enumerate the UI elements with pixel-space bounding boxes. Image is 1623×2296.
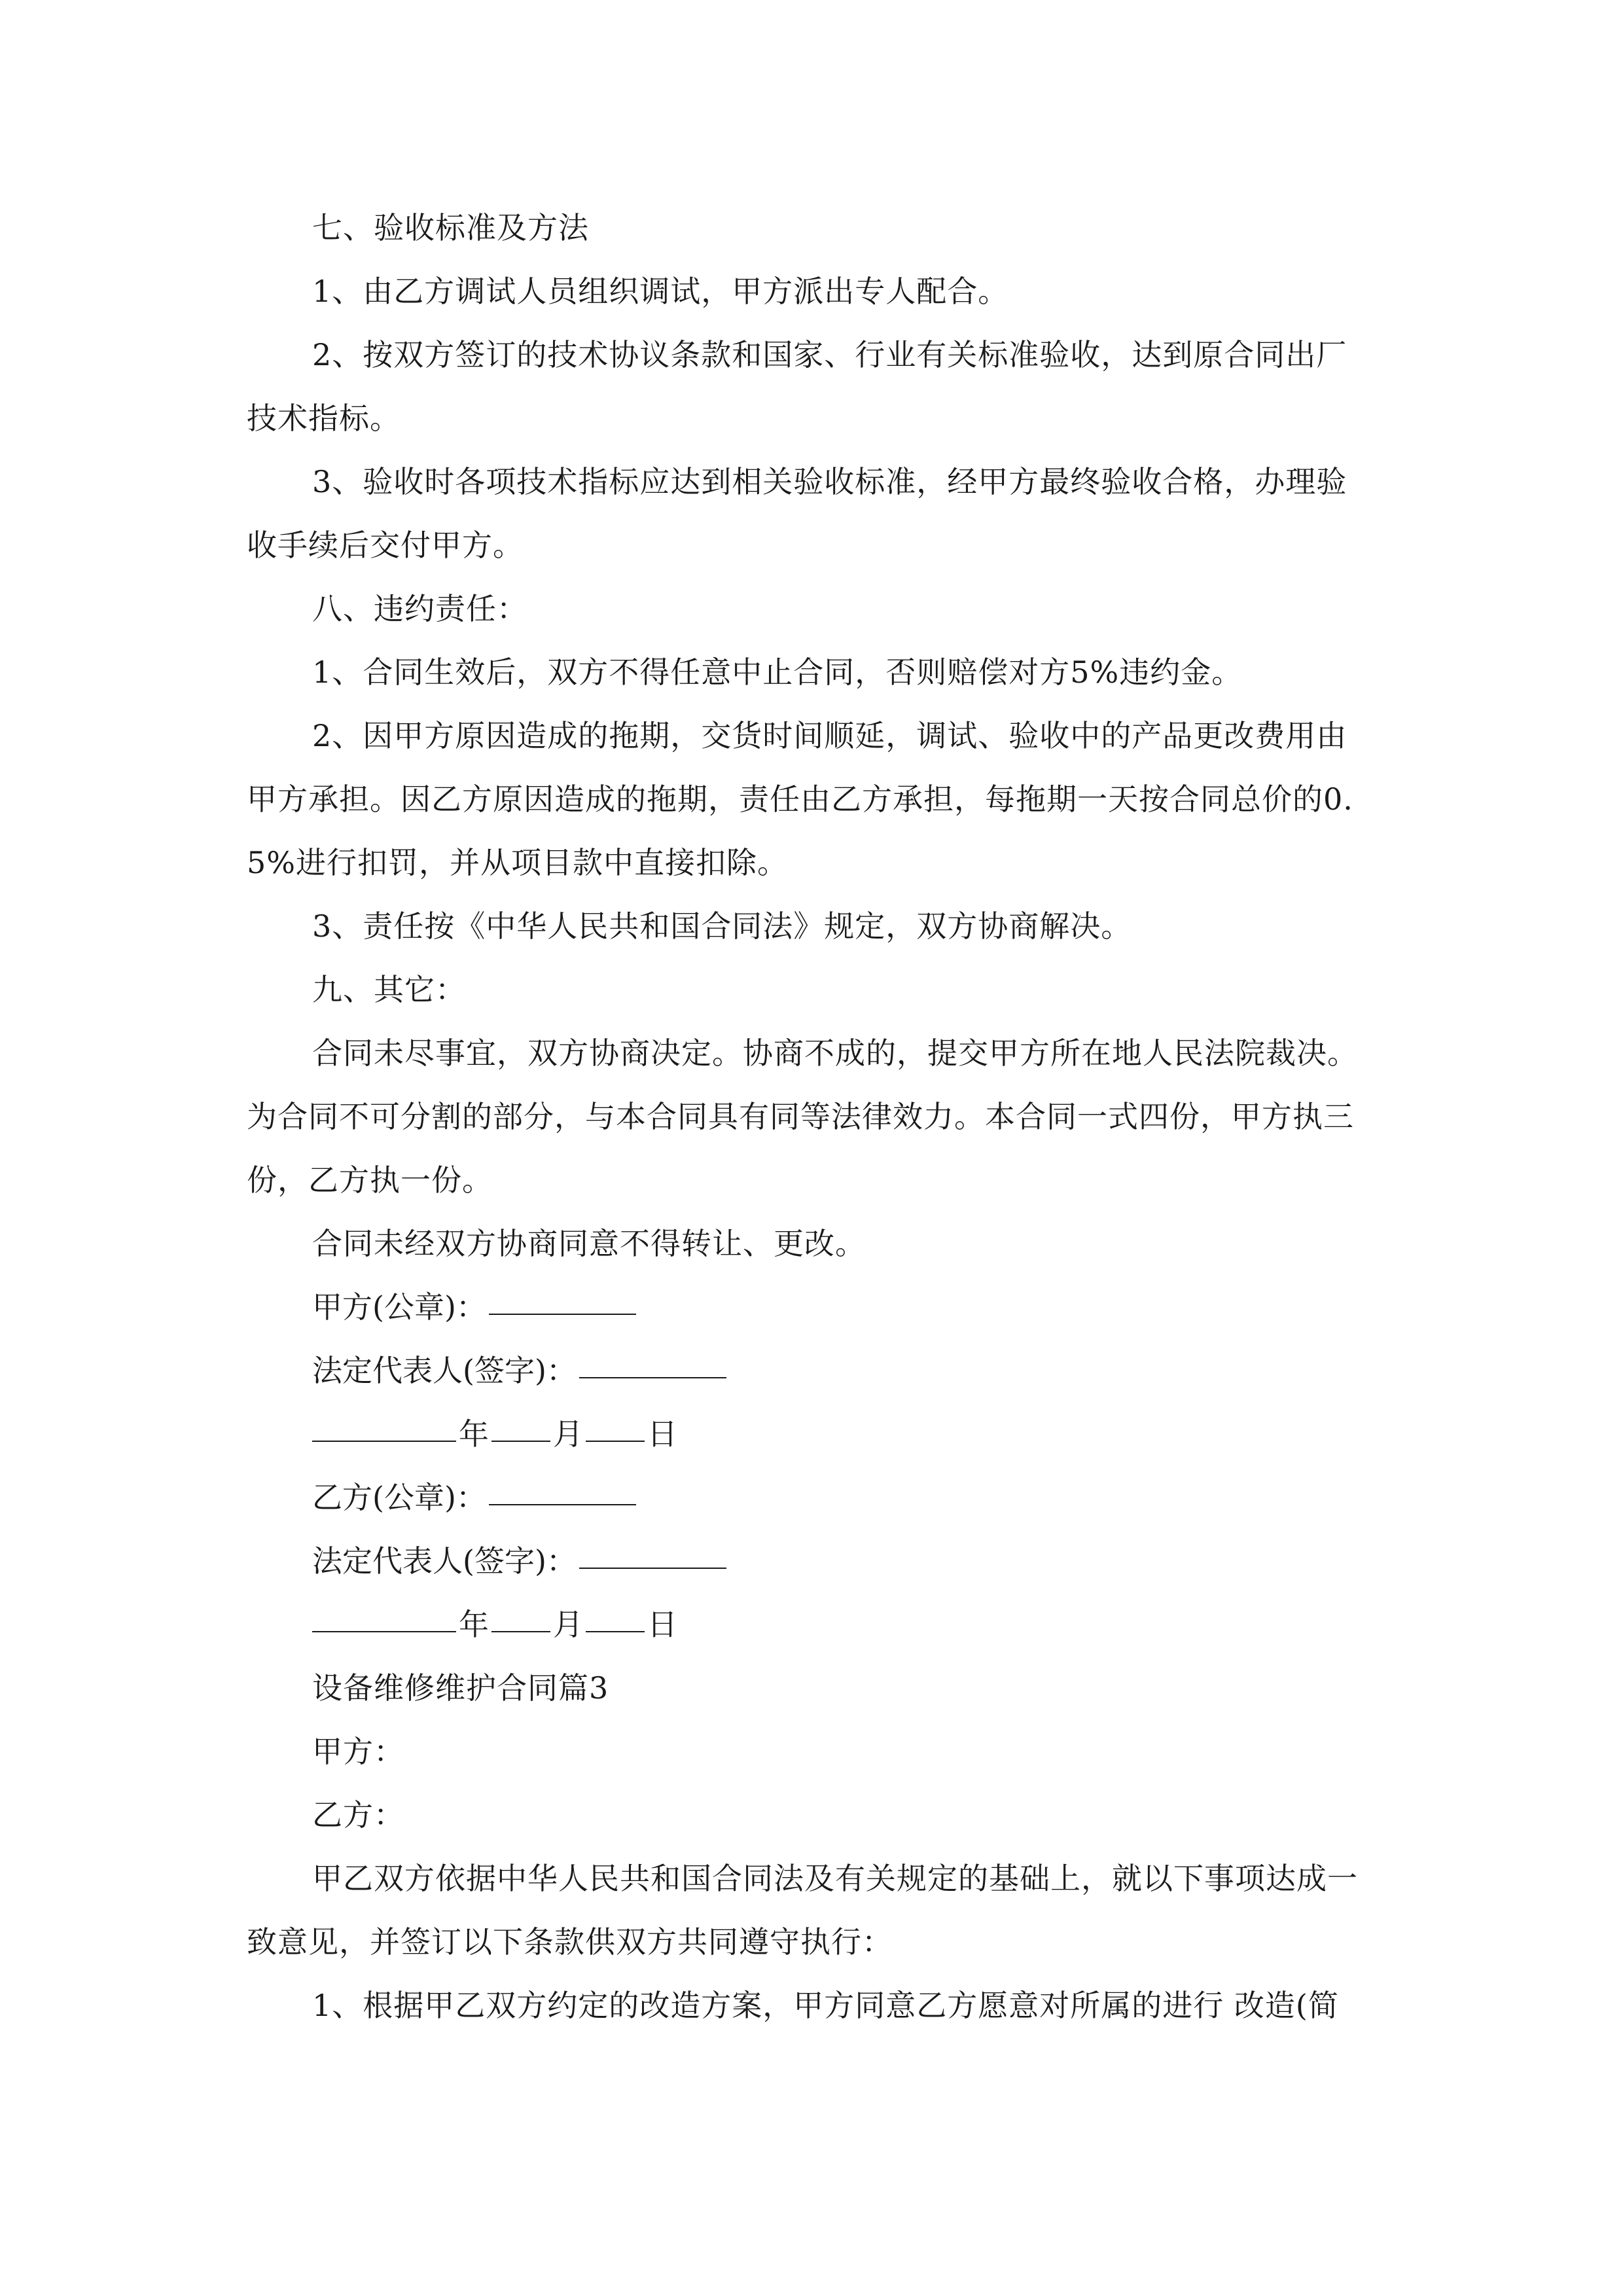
party-b-date-line <box>247 1593 1376 1657</box>
section-3-party-a: 甲方： <box>312 1734 404 1769</box>
paragraph: 1、由乙方调试人员组织调试，甲方派出专人配合。 <box>312 274 1009 309</box>
paragraph: 2、因甲方原因造成的拖期，交货时间顺延，调试、验收中的产品更改费用由甲方承担。因乙方原因造成的拖期，责任由乙方承担，每拖期一天按合同总价的0.5%进行扣罚，并从项目款中直接扣除。 <box>247 718 1353 880</box>
party-a-year-blank <box>312 1410 456 1442</box>
section-heading-liability: 八、违约责任： <box>312 591 527 626</box>
party-b-month-label: 月 <box>553 1607 583 1642</box>
paragraph: 1、合同生效后，双方不得任意中止合同，否则赔偿对方5%违约金。 <box>312 655 1243 690</box>
party-b-rep-blank <box>579 1537 726 1569</box>
party-b-day-label: 日 <box>647 1607 677 1642</box>
paragraph: 1、根据甲乙双方约定的改造方案，甲方同意乙方愿意对所属的进行 改造(简 <box>312 1988 1339 2023</box>
party-b-seal-label: 乙方(公章)： <box>312 1480 486 1515</box>
party-a-year-label: 年 <box>459 1416 489 1452</box>
section-3-title: 设备维修维护合同篇3 <box>312 1670 609 1706</box>
party-a-rep-line <box>247 1339 1376 1403</box>
section-heading-other: 九、其它： <box>312 972 466 1007</box>
party-b-year-blank <box>312 1601 456 1632</box>
party-a-month-label: 月 <box>553 1416 583 1452</box>
party-b-rep-label: 法定代表人(签字)： <box>312 1543 577 1579</box>
party-a-date-line <box>247 1403 1376 1466</box>
party-a-day-blank <box>586 1410 645 1442</box>
paragraph: 3、责任按《中华人民共和国合同法》规定，双方协商解决。 <box>312 908 1132 944</box>
party-a-seal-blank <box>489 1283 636 1315</box>
party-a-rep-label: 法定代表人(签字)： <box>312 1353 577 1388</box>
document-body <box>247 196 1376 2037</box>
party-b-year-label: 年 <box>459 1607 489 1642</box>
party-b-seal-line <box>247 1466 1376 1530</box>
party-b-rep-line <box>247 1530 1376 1593</box>
party-b-seal-blank <box>489 1474 636 1505</box>
section-heading-acceptance: 七、验收标准及方法 <box>312 210 589 245</box>
party-a-month-blank <box>491 1410 550 1442</box>
section-3-party-b: 乙方： <box>312 1797 404 1833</box>
paragraph: 合同未经双方协商同意不得转让、更改。 <box>312 1226 866 1261</box>
party-b-day-blank <box>586 1601 645 1632</box>
paragraph: 甲乙双方依据中华人民共和国合同法及有关规定的基础上，就以下事项达成一致意见，并签订以下条款供双方共同遵守执行： <box>247 1861 1358 1960</box>
party-a-rep-blank <box>579 1347 726 1378</box>
party-a-seal-line <box>247 1276 1376 1339</box>
paragraph: 3、验收时各项技术指标应达到相关验收标准，经甲方最终验收合格，办理验收手续后交付甲方。 <box>247 464 1347 563</box>
party-a-seal-label: 甲方(公章)： <box>312 1289 486 1325</box>
paragraph: 2、按双方签订的技术协议条款和国家、行业有关标准验收，达到原合同出厂技术指标。 <box>247 337 1347 436</box>
party-b-month-blank <box>491 1601 550 1632</box>
party-a-day-label: 日 <box>647 1416 677 1452</box>
paragraph: 合同未尽事宜，双方协商决定。协商不成的，提交甲方所在地人民法院裁决。为合同不可分割的部分，与本合同具有同等法律效力。本合同一式四份，甲方执三份，乙方执一份。 <box>247 1035 1358 1198</box>
